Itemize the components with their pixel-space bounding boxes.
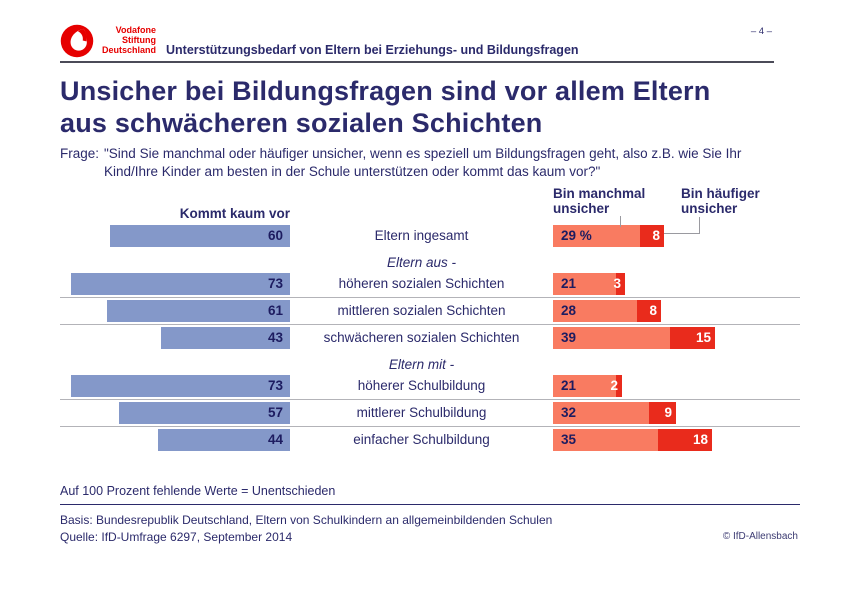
bar-value-haufiger: 18 (692, 432, 708, 448)
row-label: mittlerer Schulbildung (356, 405, 487, 421)
header-rule (60, 61, 774, 63)
bar-value-haufiger: 8 (652, 228, 660, 244)
column-header-manchmal-unsicher: Bin manchmal unsicher (553, 185, 646, 217)
bar-value-haufiger: 9 (664, 405, 672, 421)
question-text: "Sind Sie manchmal oder häufiger unsicher, wenn es speziell um Bildungsfragen geht, also z.B. wie Sie Ihr Kind/Ihre Kinder am besten in der Schule unterstützen oder kommt das kaum vor?" (104, 146, 742, 179)
bar-value-haufiger: 3 (613, 276, 621, 292)
connector-line-manchmal (620, 216, 621, 227)
bar-value-haufiger: 2 (610, 378, 618, 394)
bar-manchmal-unsicher (553, 375, 616, 397)
slide-title-line2: aus schwächeren sozialen Schichten (60, 107, 543, 138)
bar-value-manchmal: 35 (561, 432, 577, 448)
row-label: höherer Schulbildung (357, 378, 486, 394)
slide-title (60, 76, 800, 139)
chart-data-row (60, 324, 800, 351)
bar-haufiger-unsicher (658, 429, 712, 451)
bar-haufiger-unsicher (670, 327, 715, 349)
chart-data-row (60, 399, 800, 426)
bar-manchmal-unsicher (553, 225, 640, 247)
bar-haufiger-unsicher (649, 402, 676, 424)
bar-haufiger-unsicher (637, 300, 661, 322)
chart-footnote: Auf 100 Prozent fehlende Werte = Unentschieden (60, 483, 336, 498)
bar-value-manchmal: 29 % (561, 228, 592, 244)
copyright: © IfD-Allensbach (722, 531, 798, 543)
survey-question (60, 145, 800, 181)
chart-group-row (60, 254, 800, 271)
connector-line-haufiger (664, 217, 700, 234)
bar-value-kommt-kaum-vor: 44 (267, 432, 283, 448)
bar-kommt-kaum-vor (119, 402, 290, 424)
bar-haufiger-unsicher (640, 225, 664, 247)
group-label: Eltern mit - (388, 356, 455, 372)
bar-haufiger-unsicher (613, 273, 625, 295)
footer (60, 512, 800, 546)
bar-kommt-kaum-vor (161, 327, 290, 349)
column-header-haufiger-unsicher: Bin häufiger unsicher (681, 185, 760, 217)
bar-kommt-kaum-vor (107, 300, 290, 322)
bar-kommt-kaum-vor (158, 429, 290, 451)
bar-kommt-kaum-vor (110, 225, 290, 247)
bar-manchmal-unsicher (553, 300, 637, 322)
bar-manchmal-unsicher (553, 429, 658, 451)
basis-line: Basis: Bundesrepublik Deutschland, Eltern von Schulkindern an allgemeinbildenden Schulen (60, 512, 553, 527)
bar-value-manchmal: 21 (561, 276, 577, 292)
bar-manchmal-unsicher (553, 273, 616, 295)
bar-chart (60, 186, 800, 453)
bar-value-kommt-kaum-vor: 60 (267, 228, 283, 244)
vodafone-logo (60, 24, 156, 58)
bar-value-manchmal: 39 (561, 330, 577, 346)
bar-value-manchmal: 21 (561, 378, 577, 394)
bar-manchmal-unsicher (553, 402, 649, 424)
row-label: schwächeren sozialen Schichten (323, 330, 520, 346)
bar-manchmal-unsicher (553, 327, 670, 349)
bar-kommt-kaum-vor (71, 375, 290, 397)
bar-value-haufiger: 8 (649, 303, 657, 319)
question-label: Frage: (60, 146, 100, 162)
column-header-kommt-kaum-vor: Kommt kaum vor (179, 205, 290, 221)
footer-rule (60, 504, 800, 505)
row-label: einfacher Schulbildung (353, 432, 490, 448)
bar-kommt-kaum-vor (71, 273, 290, 295)
chart-column-headers (60, 186, 800, 223)
bar-value-kommt-kaum-vor: 73 (267, 378, 283, 394)
quelle-line: Quelle: IfD-Umfrage 6297, September 2014 (60, 529, 293, 544)
bar-value-kommt-kaum-vor: 61 (267, 303, 283, 319)
bar-haufiger-unsicher (610, 375, 622, 397)
row-label: höheren sozialen Schichten (338, 276, 505, 292)
chart-data-row (60, 297, 800, 324)
row-label: mittleren sozialen Schichten (337, 303, 506, 319)
chart-data-row (60, 373, 800, 399)
report-title: Unterstützungsbedarf von Eltern bei Erziehungs- und Bildungsfragen (166, 43, 579, 57)
bar-value-manchmal: 28 (561, 303, 577, 319)
bar-value-kommt-kaum-vor: 73 (267, 276, 283, 292)
slide-title-line1: Unsicher bei Bildungsfragen sind vor allem Eltern (60, 76, 711, 106)
row-label: Eltern ingesamt (374, 228, 469, 244)
chart-group-row (60, 356, 800, 373)
bar-value-haufiger: 15 (695, 330, 711, 346)
bar-value-kommt-kaum-vor: 43 (267, 330, 283, 346)
group-label: Eltern aus - (386, 254, 457, 270)
chart-rows (60, 223, 800, 453)
bar-value-manchmal: 32 (561, 405, 577, 421)
brand-wordmark: Vodafone Stiftung Deutschland (102, 25, 157, 55)
vodafone-speechmark-icon (60, 24, 94, 58)
chart-data-row (60, 271, 800, 297)
page-number: – 4 – (750, 26, 772, 37)
header (60, 20, 800, 58)
chart-data-row (60, 426, 800, 453)
bar-value-kommt-kaum-vor: 57 (267, 405, 283, 421)
